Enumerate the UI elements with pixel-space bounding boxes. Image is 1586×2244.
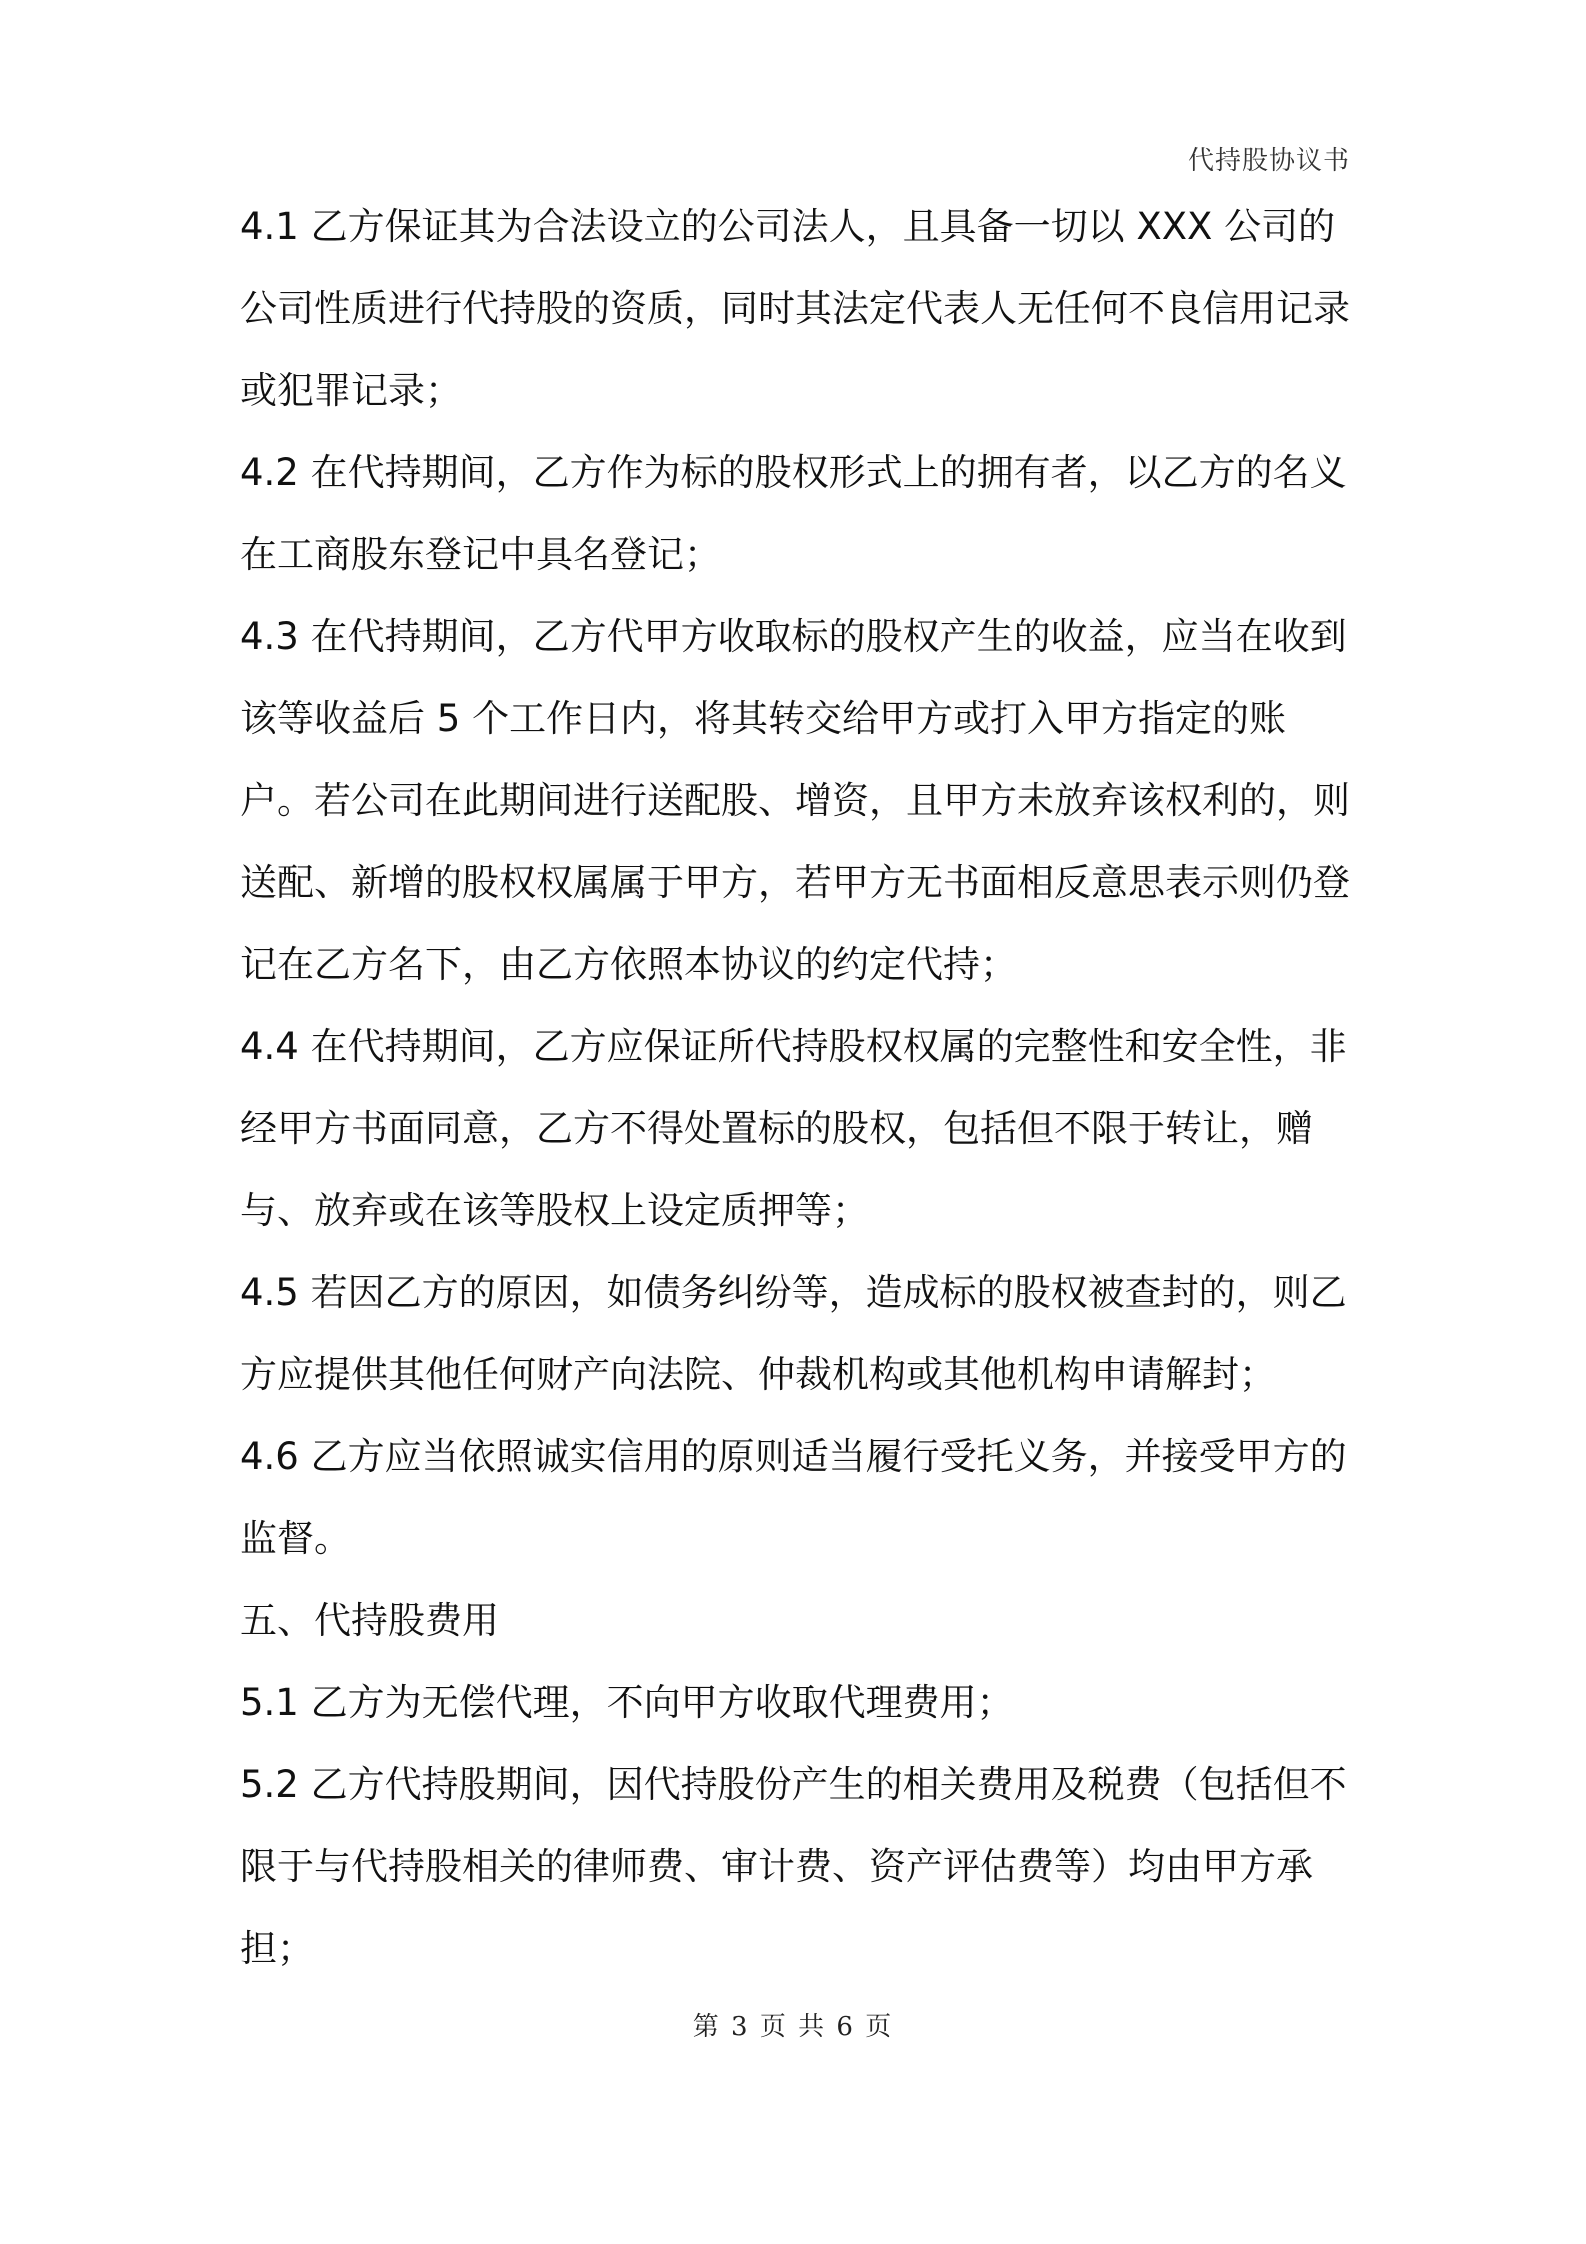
- clause-5-1: 5.1 乙方为无偿代理，不向甲方收取代理费用；: [240, 1681, 1014, 1724]
- page-number-footer: 第 3 页 共 6 页: [692, 2012, 894, 2042]
- running-header: 代持股协议书: [1187, 146, 1350, 176]
- clause-4-2: 4.2 在代持期间，乙方作为标的股权形式上的拥有者，以乙方的名义在工商股东登记中具名登记；: [240, 451, 1347, 576]
- clause-4-6: 4.6 乙方应当依照诚实信用的原则适当履行受托义务，并接受甲方的监督。: [240, 1435, 1347, 1560]
- clause-4-1: 4.1 乙方保证其为合法设立的公司法人，且具备一切以 XXX 公司的公司性质进行代持股的资质，同时其法定代表人无任何不良信用记录或犯罪记录；: [240, 205, 1350, 412]
- clause-4-4: 4.4 在代持期间，乙方应保证所代持股权权属的完整性和安全性，非经甲方书面同意，乙方不得处置标的股权，包括但不限于转让，赠与、放弃或在该等股权上设定质押等；: [240, 1025, 1347, 1232]
- clause-5-2: 5.2 乙方代持股期间，因代持股份产生的相关费用及税费（包括但不限于与代持股相关的律师费、审计费、资产评估费等）均由甲方承担；: [240, 1763, 1347, 1970]
- clause-4-3: 4.3 在代持期间，乙方代甲方收取标的股权产生的收益，应当在收到该等收益后 5 个工作日内，将其转交给甲方或打入甲方指定的账户。若公司在此期间进行送配股、增资，且甲方未放弃该权利的，则送配、新增的股权权属属于甲方，若甲方无书面相反意思表示则仍登记在乙方名下，由乙方依照本协议的约定代持；: [240, 615, 1350, 986]
- clause-4-5: 4.5 若因乙方的原因，如债务纠纷等，造成标的股权被查封的，则乙方应提供其他任何财产向法院、仲裁机构或其他机构申请解封；: [240, 1271, 1347, 1396]
- section-heading-5: 五、代持股费用: [240, 1599, 499, 1642]
- document-body: [240, 186, 1350, 1990]
